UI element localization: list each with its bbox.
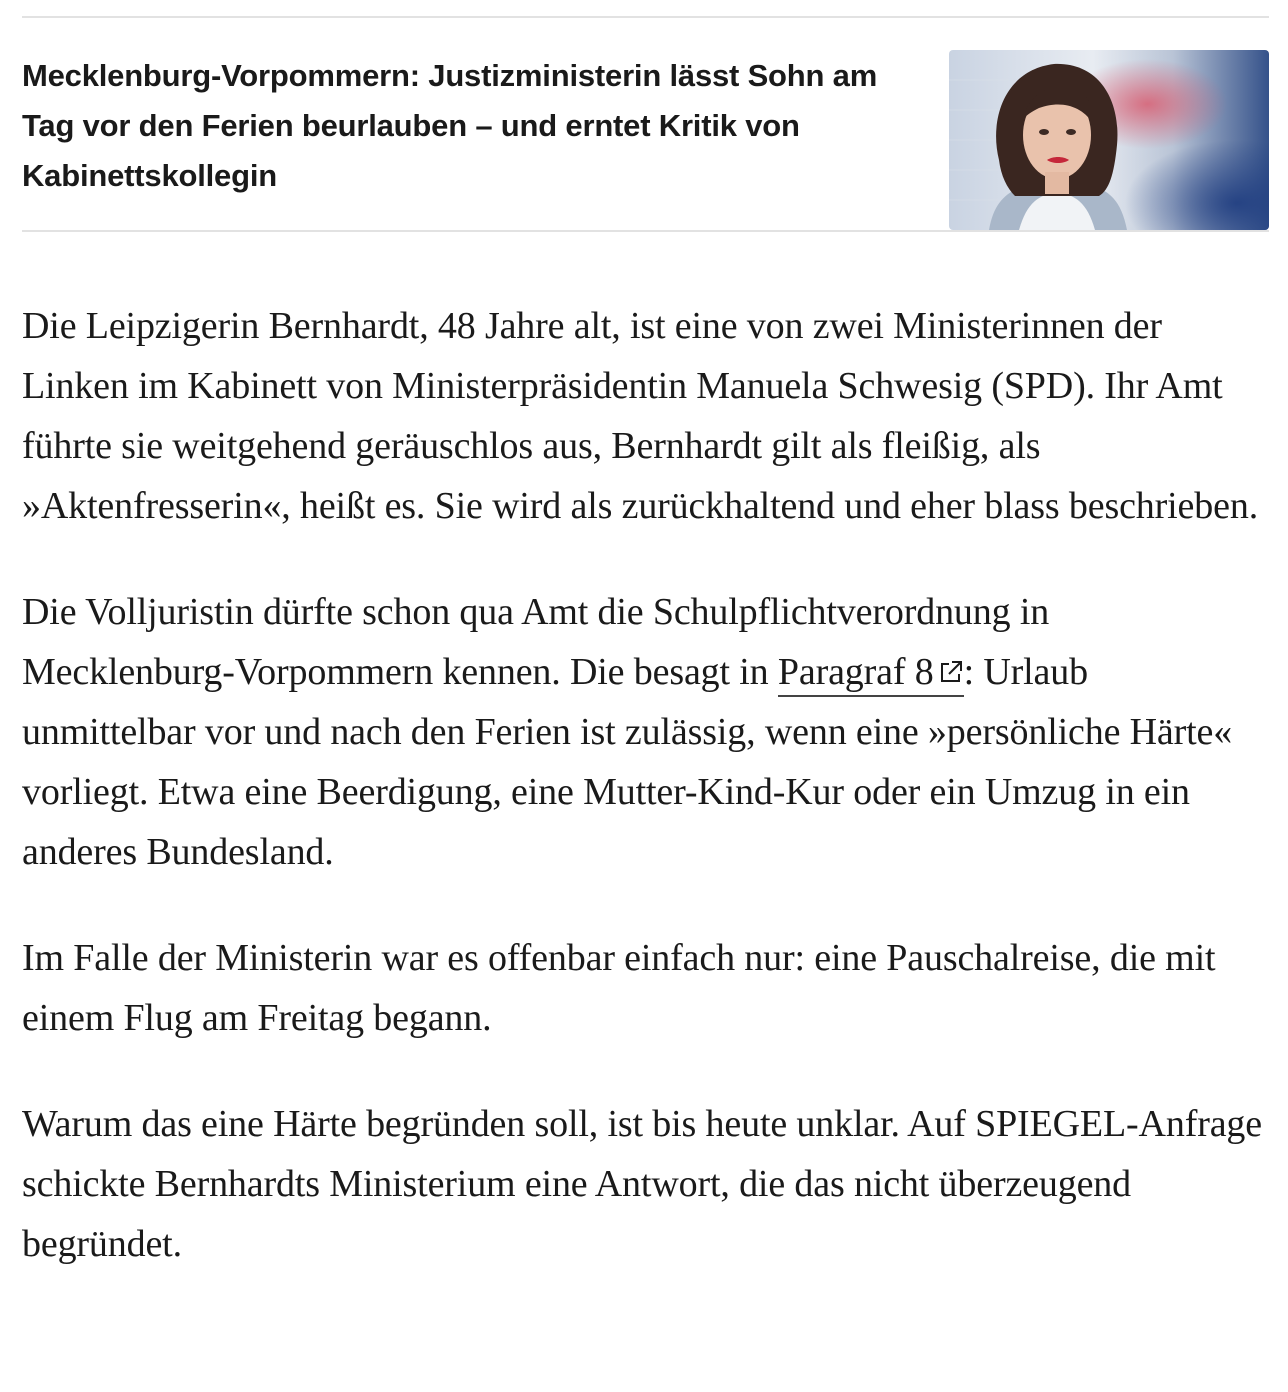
article-paragraph: Im Falle der Ministerin war es offenbar einfach nur: eine Pauschalreise, die mit einem Flug am Freitag begann. (22, 937, 1216, 1039)
article-body (22, 232, 1269, 1274)
paragraph-8-link[interactable] (778, 651, 964, 697)
link-label[interactable]: Paragraf 8 (777, 651, 934, 693)
teaser-image[interactable] (949, 50, 1269, 230)
article-paragraph: Die Leipzigerin Bernhardt, 48 Jahre alt, ist eine von zwei Ministerinnen der Linken im Kabinett von Ministerpräsidentin Manuela Schwesig (SPD). Ihr Amt führte sie weitgehend geräuschlos aus, Bernhardt gilt als fleißig, als »Aktenfresserin«, heißt es. Sie wird als zurückhaltend und eher blass beschrieben. (22, 305, 1259, 527)
external-link-icon[interactable] (938, 643, 964, 669)
paragraph-text: : Urlaub unmittelbar vor und nach den Ferien ist zulässig, wenn eine »persönliche Härte« vorliegt. Etwa eine Beerdigung, eine Mutter-Kind-Kur oder ein Umzug in ein anderes Bundesland. (22, 651, 1233, 873)
article-paragraph: Warum das eine Härte begründen soll, ist bis heute unklar. Auf SPIEGEL-Anfrage schickte Bernhardts Ministerium eine Antwort, die das nicht überzeugend begründet. (22, 1103, 1262, 1265)
teaser-headline[interactable]: Mecklenburg-Vorpommern: Justizministerin lässt Sohn am Tag vor den Ferien beurlauben – und erntet Kritik von Kabinettskollegin (22, 58, 878, 193)
portrait-photo (949, 50, 1269, 230)
article-paragraph (22, 582, 1269, 882)
paragraph-text: Die Volljuristin dürfte schon qua Amt die Schulpflichtverordnung in Mecklenburg-Vorpommern kennen. Die besagt in (22, 591, 1050, 693)
related-article-teaser[interactable] (22, 18, 1269, 230)
article-page (0, 16, 1288, 1392)
